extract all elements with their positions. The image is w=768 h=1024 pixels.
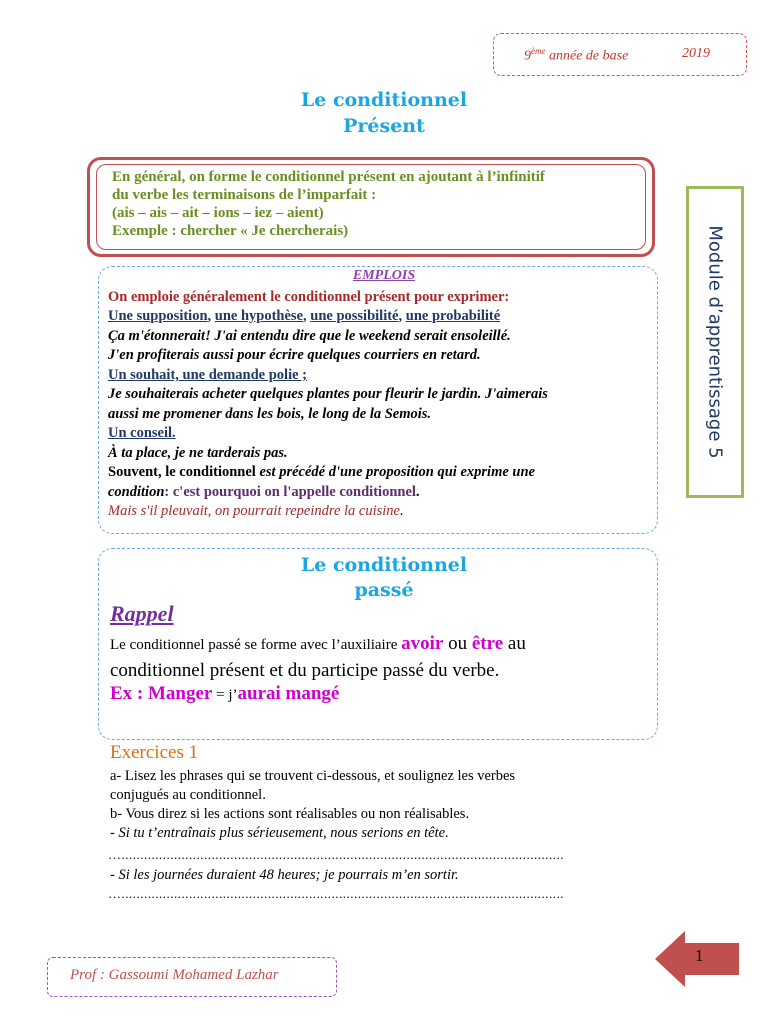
title-passe-line1: Le conditionnel bbox=[300, 554, 468, 576]
answer-line-2: …...................................................................................................................... bbox=[108, 886, 564, 901]
title-passe-line2: passé bbox=[354, 579, 414, 601]
emplois-example-3: À ta place, je ne tarderais pas. bbox=[108, 445, 288, 461]
module-box bbox=[686, 186, 744, 498]
exercises-title: Exercices 1 bbox=[110, 742, 199, 763]
emplois-example-2b: aussi me promener dans les bois, le long de la Semois. bbox=[108, 406, 432, 422]
rappel-example: Ex : Manger = j’aurai mangé bbox=[110, 683, 340, 704]
emplois-heading: EMPLOIS bbox=[352, 268, 416, 283]
emplois-category-1: Une supposition, une hypothèse, une possibilité, une probabilité bbox=[108, 308, 501, 324]
rappel-heading: Rappel bbox=[110, 601, 174, 626]
emplois-category-3: Un conseil. bbox=[108, 425, 176, 441]
exercise-sentence-1: - Si tu t’entraînais plus sérieusement, nous serions en tête. bbox=[110, 825, 449, 841]
emplois-example-4: Mais s'il pleuvait, on pourrait repeindre la cuisine. bbox=[108, 503, 404, 519]
rule-line-3: (ais – ais – ait – ions – iez – aient) bbox=[112, 205, 324, 221]
exercise-b: b- Vous direz si les actions sont réalisables ou non réalisables. bbox=[110, 806, 470, 822]
year-label: 2019 bbox=[682, 46, 710, 61]
emplois-example-1b: J'en profiterais aussi pour écrire quelques courriers en retard. bbox=[108, 347, 481, 363]
rule-text bbox=[112, 168, 652, 240]
grade-label: 9ème année de base bbox=[524, 46, 629, 64]
author-label: Prof : Gassoumi Mohamed Lazhar bbox=[70, 967, 279, 983]
exercises-body bbox=[110, 767, 670, 843]
emplois-example-1a: Ça m'étonnerait! J'ai entendu dire que le weekend serait ensoleillé. bbox=[108, 328, 511, 344]
emplois-category-2: Un souhait, une demande polie ; bbox=[108, 367, 308, 383]
rappel-text: Le conditionnel passé se forme avec l’auxiliaire avoir ou être au conditionnel présent et du participe passé du verbe. bbox=[110, 633, 526, 681]
title-present-line1: Le conditionnel bbox=[300, 89, 468, 111]
rule-line-2: du verbe les terminaisons de l’imparfait : bbox=[112, 187, 377, 203]
exercise-sentence-2: - Si les journées duraient 48 heures; je pourrais m’en sortir. bbox=[110, 867, 459, 883]
exercise-a-line2: conjugués au conditionnel. bbox=[110, 787, 266, 803]
exercise-a-line1: a- Lisez les phrases qui se trouvent ci-dessous, et soulignez les verbes bbox=[110, 768, 516, 784]
rule-line-4: Exemple : chercher « Je chercherais) bbox=[112, 223, 349, 239]
emplois-example-2a: Je souhaiterais acheter quelques plantes pour fleurir le jardin. J'aimerais bbox=[108, 386, 548, 402]
emplois-intro: On emploie généralement le conditionnel présent pour exprimer: bbox=[108, 289, 510, 305]
header-box bbox=[493, 33, 747, 76]
title-present-line2: Présent bbox=[343, 115, 425, 137]
rule-line-1: En général, on forme le conditionnel présent en ajoutant à l’infinitif bbox=[112, 169, 545, 185]
emplois-condition-line2: condition: c'est pourquoi on l'appelle conditionnel. bbox=[108, 484, 420, 500]
page-number: 1 bbox=[695, 946, 704, 965]
module-label: Module d’apprentissage 5 bbox=[704, 225, 726, 459]
answer-line-1: …...................................................................................................................... bbox=[108, 847, 564, 862]
emplois-condition-line1: Souvent, le conditionnel est précédé d'une proposition qui exprime une bbox=[108, 464, 535, 480]
